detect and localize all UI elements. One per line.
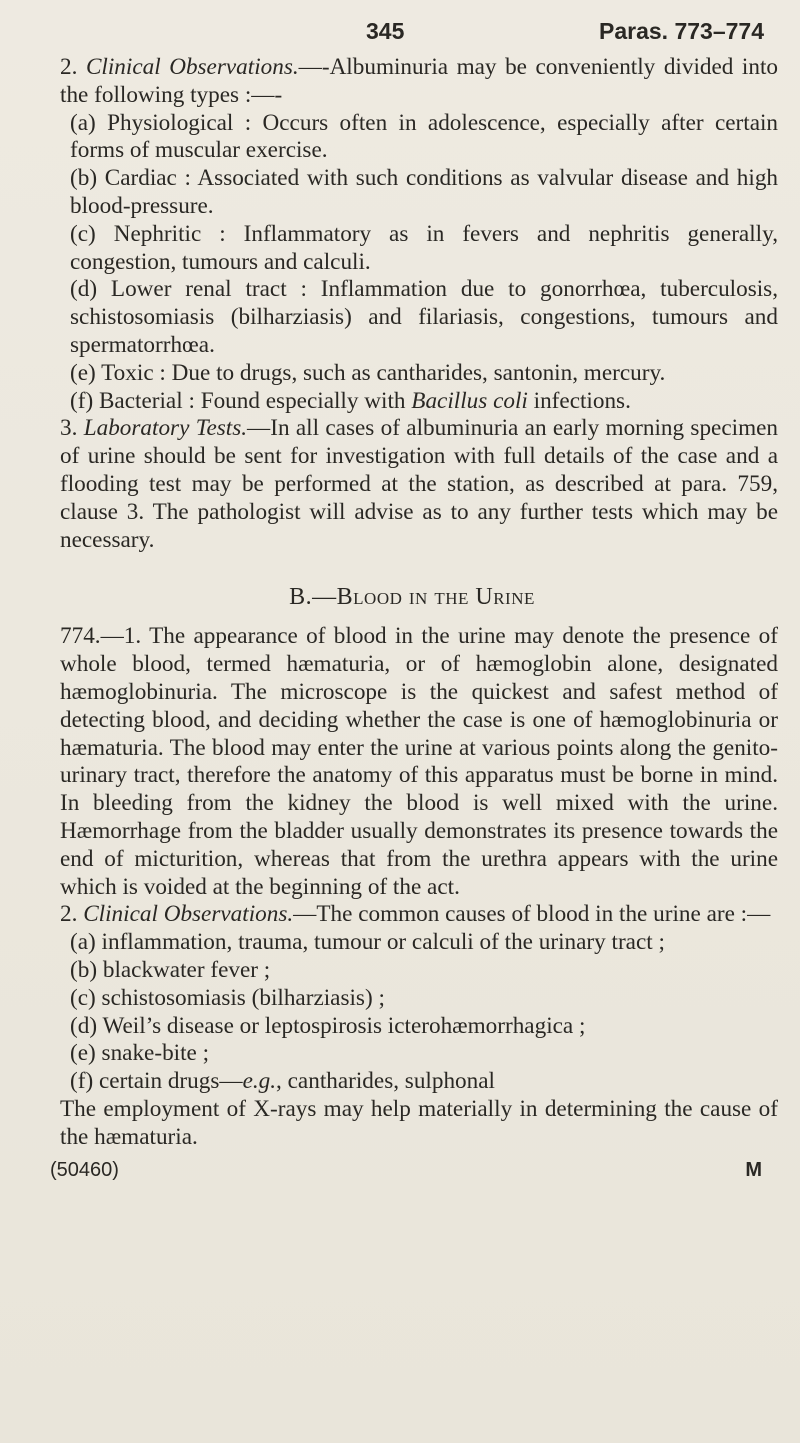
item-key: (f): [70, 387, 94, 414]
clinical-number: 2.: [60, 901, 78, 928]
item-text: Due to drugs, such as cantharides, santonin, mercury.: [171, 359, 666, 386]
page-header: [46, 18, 778, 54]
item-label: Lower renal tract :: [110, 276, 307, 303]
heading-prefix: B.—: [289, 584, 337, 611]
clinical-intro-text: —The common causes of blood in the urine are :—: [293, 901, 771, 928]
item-text: Associated with such conditions as valvular disease and high blood-pressure.: [70, 165, 779, 219]
section-2-intro: [60, 54, 778, 110]
item-label: Toxic :: [101, 359, 166, 386]
item-key: (a): [70, 929, 96, 956]
item-text-end: infections.: [533, 387, 631, 414]
section-3-paragraph: [60, 415, 778, 554]
item-text: snake-bite ;: [101, 1040, 210, 1067]
section-2-intro-text: —-Albuminuria may be conveniently divided into the following types :—-: [60, 54, 778, 108]
albuminuria-type-c: [46, 221, 778, 277]
blood-cause-e: [46, 1040, 778, 1068]
item-label: Cardiac :: [104, 165, 191, 192]
item-key: (e): [70, 359, 96, 386]
albuminuria-type-a: [46, 110, 778, 166]
item-key: (b): [70, 165, 98, 192]
item-italic-text: e.g.: [242, 1068, 277, 1095]
paragraph-range: Paras. 773–774: [599, 18, 764, 44]
item-text: certain drugs—: [98, 1068, 243, 1095]
item-italic-text: Bacillus coli: [411, 387, 528, 414]
page-number: 345: [366, 18, 405, 44]
section-3-number: 3.: [60, 415, 78, 442]
blood-cause-a: [46, 929, 778, 957]
item-text-end: , cantharides, sulphonal: [276, 1068, 495, 1095]
albuminuria-type-b: [46, 165, 778, 221]
item-text: blackwater fever ;: [102, 956, 271, 983]
item-key: (f): [70, 1068, 94, 1095]
albuminuria-type-d: [46, 276, 778, 359]
blood-cause-c: [46, 985, 778, 1013]
blood-cause-f: [46, 1068, 778, 1096]
item-text: inflammation, trauma, tumour or calculi of the urinary tract ;: [101, 929, 665, 956]
section-heading: [46, 584, 778, 611]
albuminuria-type-f: [46, 388, 778, 416]
item-text: Inflammatory as in fevers and nephritis generally, congestion, tumours and calculi.: [70, 220, 778, 275]
heading-title: Blood in the Urine: [336, 584, 535, 611]
paragraph-774-text: The appearance of blood in the urine may denote the presence of whole blood, termed hæmaturia, or of hæmoglobin alone, designated hæmoglobinuria. The microscope is the quickest and safest method of detecting blood, and deciding whether the case is one of hæmoglobinuria or hæmaturia. The blood may enter the urine at various points along the genito-urinary tract, therefore the anatomy of this apparatus must be borne in mind. In bleeding from the kidney the blood is well mixed with the urine. Hæmorrhage from the bladder usually demonstrates its presence towards the end of micturition, whereas that from the urethra appears with the urine which is voided at the beginning of the act.: [60, 623, 778, 900]
item-text: Weil’s disease or leptospirosis icterohæmorrhagica ;: [102, 1012, 586, 1039]
paragraph-774: [60, 623, 778, 901]
albuminuria-type-e: [46, 360, 778, 388]
item-label: Bacterial :: [98, 387, 195, 414]
item-key: (e): [70, 1040, 96, 1067]
item-key: (b): [70, 956, 98, 983]
item-label: Nephritic :: [113, 220, 226, 247]
blood-cause-d: [46, 1013, 778, 1041]
item-key: (c): [70, 220, 96, 247]
section-3-text: —In all cases of albuminuria an early morning specimen of urine should be sent for investigation with full details of the case and a flooding test may be performed at the station, as described at para. 759, clause 3. The pathologist will advise as to any further tests which may be necessary.: [60, 415, 778, 553]
item-key: (a): [70, 109, 96, 136]
item-key: (d): [70, 1012, 98, 1039]
blood-cause-b: [46, 957, 778, 985]
page-footer: [46, 1159, 778, 1189]
clinical-title: Clinical Observations.: [83, 901, 294, 928]
item-key: (d): [70, 276, 98, 303]
item-text: Found especially with: [200, 387, 406, 414]
signature-letter: M: [745, 1159, 762, 1182]
paragraph-774-number: 774.—1.: [60, 623, 142, 650]
item-text: schistosomiasis (bilharziasis) ;: [101, 984, 385, 1011]
item-key: (c): [70, 984, 96, 1011]
closing-paragraph: The employment of X-rays may help materially in determining the cause of the hæmaturia.: [60, 1095, 778, 1150]
item-label: Physiological :: [107, 109, 252, 136]
clinical-observations-intro: [60, 901, 778, 929]
print-code: (50460): [50, 1159, 119, 1182]
section-3-title: Laboratory Tests.: [83, 415, 248, 442]
item-text: Inflammation due to gonorrhœa, tuberculosis, schistosomiasis (bilharziasis) and filariasis, congestions, tumours and spermatorrhœa.: [70, 276, 779, 358]
section-2-title: Clinical Observations.: [85, 54, 299, 80]
item-text: Occurs often in adolescence, especially after certain forms of muscular exercise.: [70, 109, 779, 164]
section-2-number: 2.: [60, 54, 78, 80]
